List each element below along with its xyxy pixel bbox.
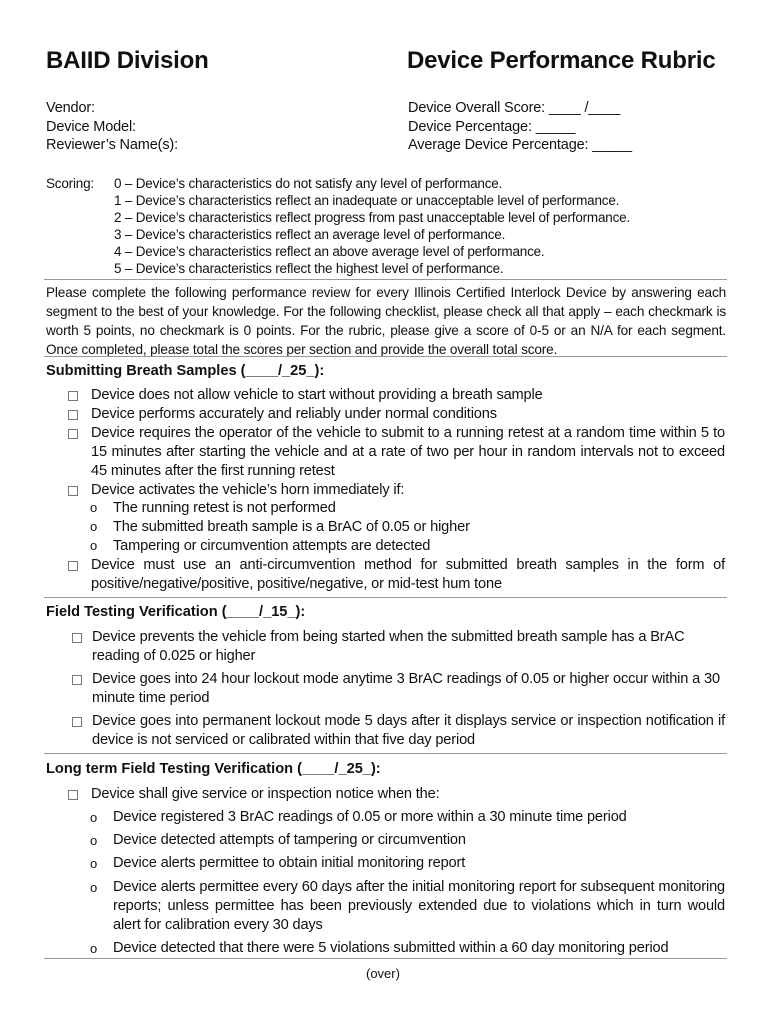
divider: [44, 597, 727, 598]
sub-item: Device alerts permittee every 60 days after the initial monitoring report for subsequent monitoring reports; unless permittee has been previously extended due to violations which in turn would alert for calibration every 30 days: [113, 879, 725, 933]
checkbox[interactable]: [68, 391, 78, 401]
checkbox[interactable]: [68, 790, 78, 800]
checkbox[interactable]: [72, 717, 82, 727]
checklist-item: Device does not allow vehicle to start without providing a breath sample: [91, 387, 543, 403]
page-footer-over: (over): [366, 966, 400, 981]
circle-bullet-icon: o: [90, 519, 98, 534]
scoring-level-2: 2 – Device’s characteristics reflect progress from past unacceptable level of performance.: [114, 210, 630, 225]
scoring-level-4: 4 – Device’s characteristics reflect an above average level of performance.: [114, 244, 545, 259]
circle-bullet-icon: o: [90, 500, 98, 515]
scoring-label: Scoring:: [46, 176, 94, 191]
circle-bullet-icon: o: [90, 880, 98, 895]
checklist-item: Device goes into 24 hour lockout mode anytime 3 BrAC readings of 0.05 or higher occur within a 30 minute time period: [92, 671, 720, 706]
overall-score-field: Device Overall Score: ____ /____: [408, 100, 621, 116]
circle-bullet-icon: o: [90, 538, 98, 553]
scoring-level-0: 0 – Device’s characteristics do not satisfy any level of performance.: [114, 176, 503, 191]
divider: [44, 958, 727, 959]
sub-item: Device detected that there were 5 violations submitted within a 60 day monitoring period: [113, 940, 669, 956]
checklist-item: Device must use an anti-circumvention method for submitted breath samples in the form of positive/negative/positive, positive/negative, or mid-test hum tone: [91, 557, 725, 592]
scoring-level-5: 5 – Device’s characteristics reflect the highest level of performance.: [114, 261, 504, 276]
instructions-paragraph: Please complete the following performance review for every Illinois Certified Interlock Device by answering each segment to the best of your knowledge. For the following checklist, please check all that apply – each checkmark is worth 5 points, no checkmark is 0 points. For the rubric, please give a score of 0-5 or an N/A for each segment. Once completed, please total the scores per section and provide the overall total score.: [46, 285, 726, 357]
checklist-item: Device activates the vehicle’s horn immediately if:: [91, 482, 405, 498]
checklist-item: Device performs accurately and reliably under normal conditions: [91, 406, 497, 422]
divider: [44, 279, 727, 280]
section-title-breath-samples: Submitting Breath Samples (____/_25_):: [46, 363, 325, 379]
scoring-level-1: 1 – Device’s characteristics reflect an inadequate or unacceptable level of performance.: [114, 193, 620, 208]
checkbox[interactable]: [68, 486, 78, 496]
sub-item: Device alerts permittee to obtain initial monitoring report: [113, 855, 466, 871]
checkbox[interactable]: [72, 633, 82, 643]
checklist-item: Device requires the operator of the vehicle to submit to a running retest at a random time within 5 to 15 minutes after starting the vehicle and at a rate of two per hour in random intervals not to exceed 45 minutes after the first running retest: [91, 425, 725, 479]
divider: [44, 356, 727, 357]
circle-bullet-icon: o: [90, 856, 98, 871]
sub-item: The submitted breath sample is a BrAC of 0.05 or higher: [113, 519, 470, 535]
scoring-level-3: 3 – Device’s characteristics reflect an average level of performance.: [114, 227, 506, 242]
checkbox[interactable]: [72, 675, 82, 685]
sub-item: Device detected attempts of tampering or circumvention: [113, 832, 466, 848]
section-title-field-testing: Field Testing Verification (____/_15_):: [46, 604, 306, 620]
checkbox[interactable]: [68, 410, 78, 420]
circle-bullet-icon: o: [90, 941, 98, 956]
device-model-label: Device Model:: [46, 119, 136, 135]
circle-bullet-icon: o: [90, 833, 98, 848]
division-heading: BAIID Division: [46, 47, 209, 74]
average-percentage-field: Average Device Percentage: _____: [408, 137, 632, 153]
section-title-long-term-testing: Long term Field Testing Verification (____/_25_):: [46, 761, 381, 777]
circle-bullet-icon: o: [90, 810, 98, 825]
divider: [44, 753, 727, 754]
sub-item: Tampering or circumvention attempts are detected: [113, 538, 431, 554]
device-percentage-field: Device Percentage: _____: [408, 119, 576, 135]
sub-item: Device registered 3 BrAC readings of 0.05 or more within a 30 minute time period: [113, 809, 627, 825]
checklist-item: Device goes into permanent lockout mode 5 days after it displays service or inspection notification if device is not serviced or calibrated within that five day period: [92, 713, 725, 748]
vendor-label: Vendor:: [46, 100, 95, 116]
checklist-item: Device shall give service or inspection notice when the:: [91, 786, 440, 802]
checklist-item: Device prevents the vehicle from being started when the submitted breath sample has a BrAC reading of 0.025 or higher: [92, 629, 685, 664]
checkbox[interactable]: [68, 429, 78, 439]
reviewer-name-label: Reviewer’s Name(s):: [46, 137, 178, 153]
page-title: Device Performance Rubric: [407, 47, 716, 74]
checkbox[interactable]: [68, 561, 78, 571]
sub-item: The running retest is not performed: [113, 500, 336, 516]
